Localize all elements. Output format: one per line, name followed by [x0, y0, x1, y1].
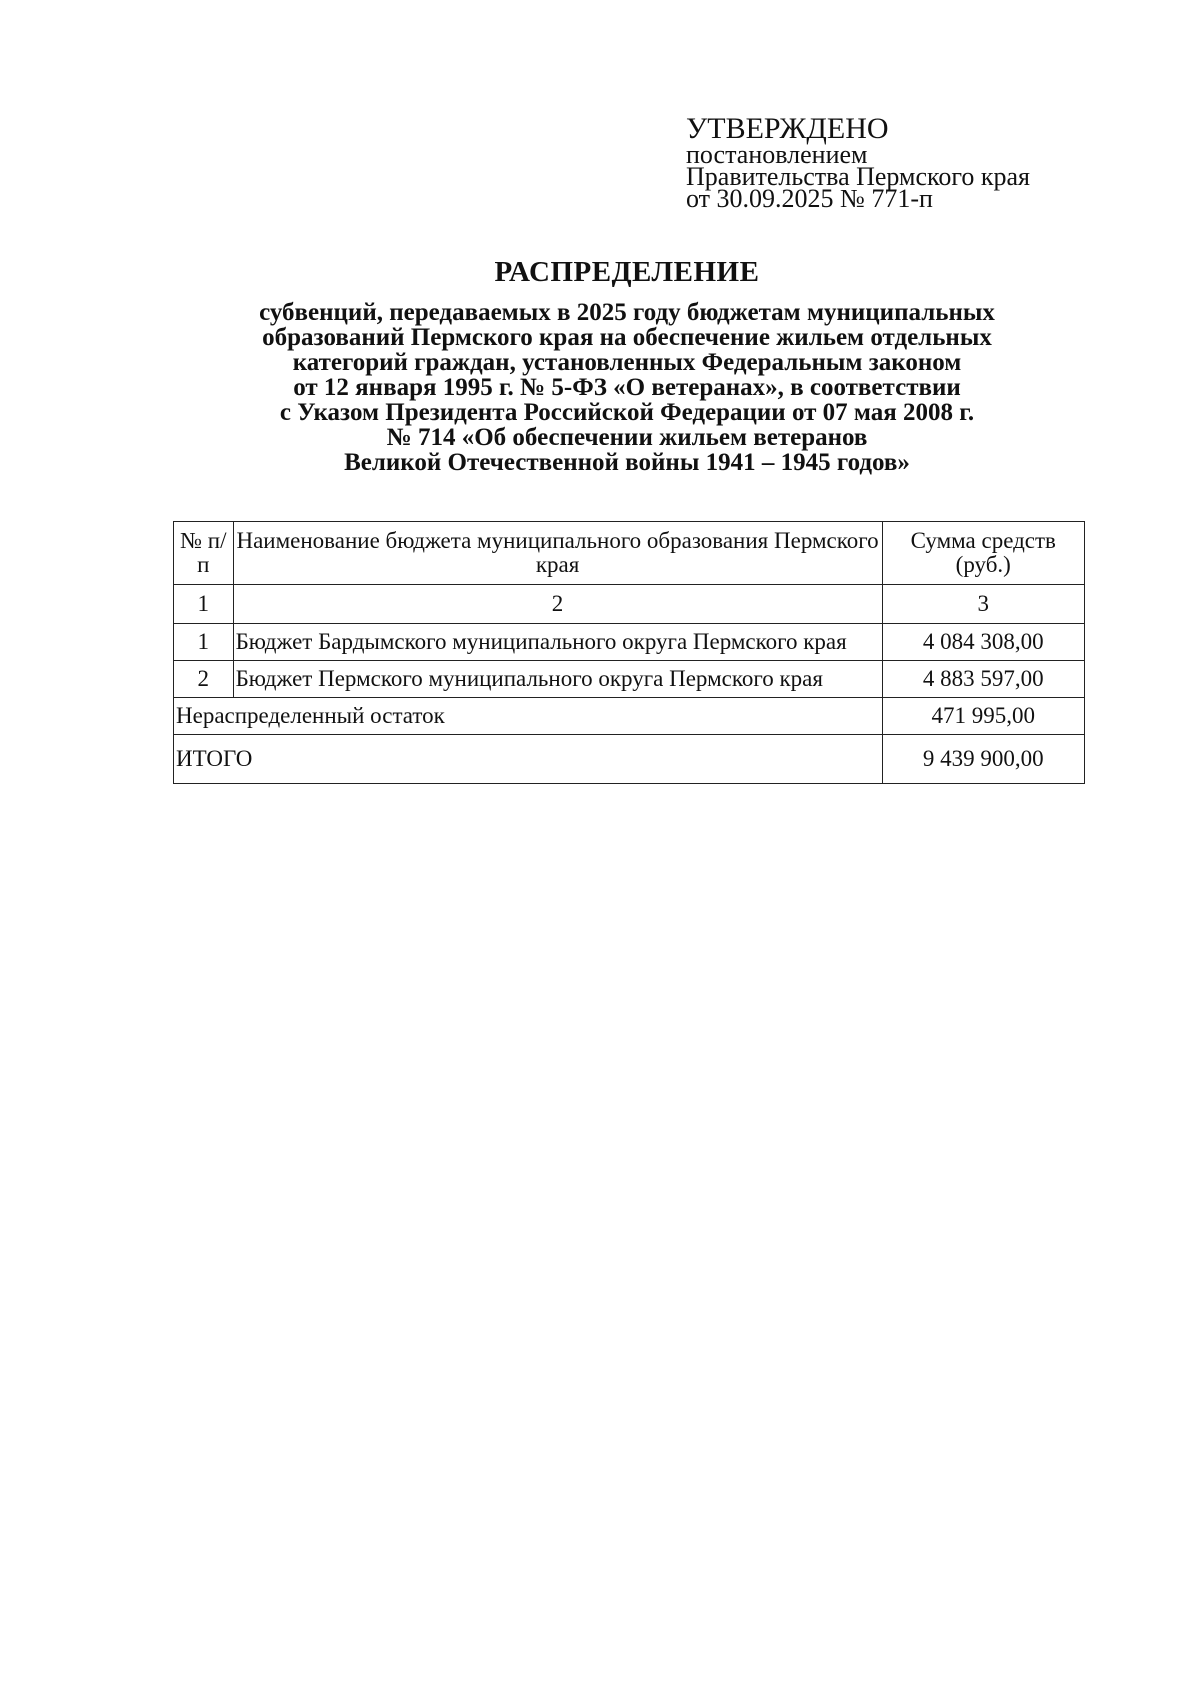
row-name: Бюджет Пермского муниципального округа Пермского края [233, 661, 882, 698]
table-header-row [174, 522, 1085, 585]
subtitle-line: образований Пермского края на обеспечение жильем отдельных [262, 324, 992, 351]
total-sum: 9 439 900,00 [882, 735, 1084, 784]
header-num: № п/п [174, 522, 234, 585]
subtitle-line: Великой Отечественной войны 1941 – 1945 годов» [344, 449, 910, 476]
approval-title: УТВЕРЖДЕНО [686, 112, 889, 145]
approval-stamp [686, 112, 1106, 213]
total-label: ИТОГО [174, 735, 883, 784]
table-row [174, 624, 1085, 661]
row-num: 1 [174, 624, 234, 661]
distribution-table [173, 521, 1085, 784]
remainder-label: Нераспределенный остаток [174, 698, 883, 735]
row-sum: 4 883 597,00 [882, 661, 1084, 698]
index-cell: 2 [233, 585, 882, 624]
document-title: РАСПРЕДЕЛЕНИЕ [494, 256, 760, 288]
subtitle-line: от 12 января 1995 г. № 5-ФЗ «О ветеранах», в соответствии [293, 374, 961, 401]
row-num: 2 [174, 661, 234, 698]
subtitle-line: категорий граждан, установленных Федеральным законом [292, 349, 962, 376]
header-name: Наименование бюджета муниципального образования Пермского края [233, 522, 882, 585]
index-cell: 1 [174, 585, 234, 624]
remainder-row [174, 698, 1085, 735]
row-name: Бюджет Бардымского муниципального округа Пермского края [233, 624, 882, 661]
table-index-row [174, 585, 1085, 624]
document-subtitle [160, 300, 1094, 475]
subtitle-line: с Указом Президента Российской Федерации от 07 мая 2008 г. [279, 399, 975, 426]
index-cell: 3 [882, 585, 1084, 624]
subtitle-line: № 714 «Об обеспечении жильем ветеранов [386, 424, 868, 451]
total-row [174, 735, 1085, 784]
subtitle-line: субвенций, передаваемых в 2025 году бюджетам муниципальных [259, 299, 995, 326]
header-sum: Сумма средств (руб.) [882, 522, 1084, 585]
remainder-sum: 471 995,00 [882, 698, 1084, 735]
approval-line-2: Правительства Пермского края [686, 162, 1030, 191]
table-row [174, 661, 1085, 698]
approval-line-1: постановлением [686, 140, 868, 169]
approval-line-3: от 30.09.2025 № 771-п [686, 184, 933, 213]
row-sum: 4 084 308,00 [882, 624, 1084, 661]
